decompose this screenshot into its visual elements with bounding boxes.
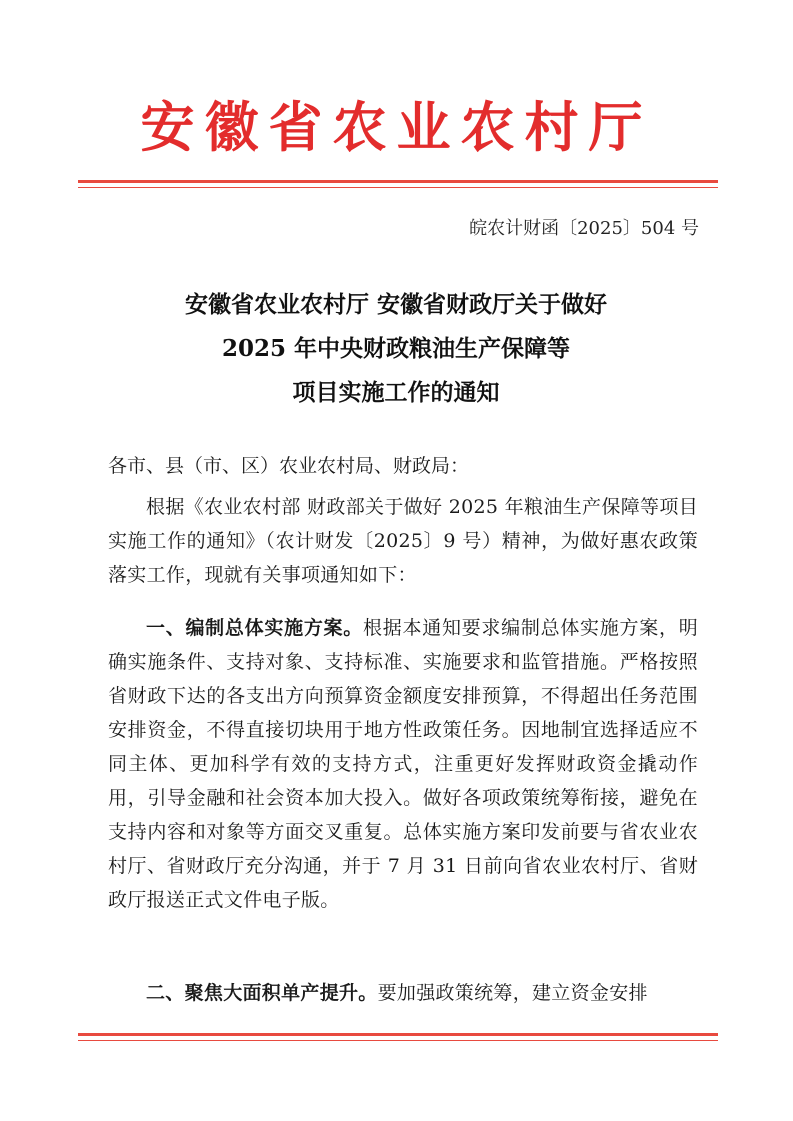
document-title [96, 283, 696, 415]
title-line-1: 安徽省农业农村厅 安徽省财政厅关于做好 [184, 291, 607, 318]
section-1-heading: 一、编制总体实施方案。 [146, 617, 364, 639]
salutation: 各市、县（市、区）农业农村局、财政局： [108, 455, 470, 477]
section-1-text: 根据本通知要求编制总体实施方案，明确实施条件、支持对象、支持标准、实施要求和监管措施。严格按照省财政下达的各支出方向预算资金额度安排预算，不得超出任务范围安排资金，不得直接切块用于地方性政策任务。因地制宜选择适应不同主体、更加科学有效的支持方式，注重更好发挥财政资金撬动作用，引导金融和社会资本加大投入。做好各项政策统筹衔接，避免在支持内容和对象等方面交叉重复。总体实施方案印发前要与省农业农村厅、省财政厅充分沟通，并于 7 月 31 日前向省农业农村厅、省财政厅报送正式文件电子版。 [108, 617, 698, 911]
title-line-3: 项目实施工作的通知 [292, 379, 500, 406]
agency-header: 安徽省农业农村厅 [140, 95, 653, 159]
header-rule-thin [78, 187, 718, 188]
section-2-heading: 二、聚焦大面积单产提升。 [146, 982, 378, 1004]
paragraph-intro [108, 490, 698, 592]
header-rule-thick [78, 180, 718, 183]
section-2-text: 要加强政策统筹，建立资金安排 [377, 982, 648, 1004]
footer-rule-thick [78, 1033, 718, 1036]
footer-rule-thin [78, 1040, 718, 1041]
paragraph-section-2 [108, 976, 698, 1010]
title-line-2: 2025 年中央财政粮油生产保障等 [221, 335, 571, 362]
document-number: 皖农计财函〔2025〕504 号 [469, 218, 699, 239]
paragraph-section-1 [108, 611, 698, 917]
paragraph-intro-text: 根据《农业农村部 财政部关于做好 2025 年粮油生产保障等项目实施工作的通知》（农计财发〔2025〕9 号）精神，为做好惠农政策落实工作，现就有关事项通知如下： [108, 496, 698, 586]
